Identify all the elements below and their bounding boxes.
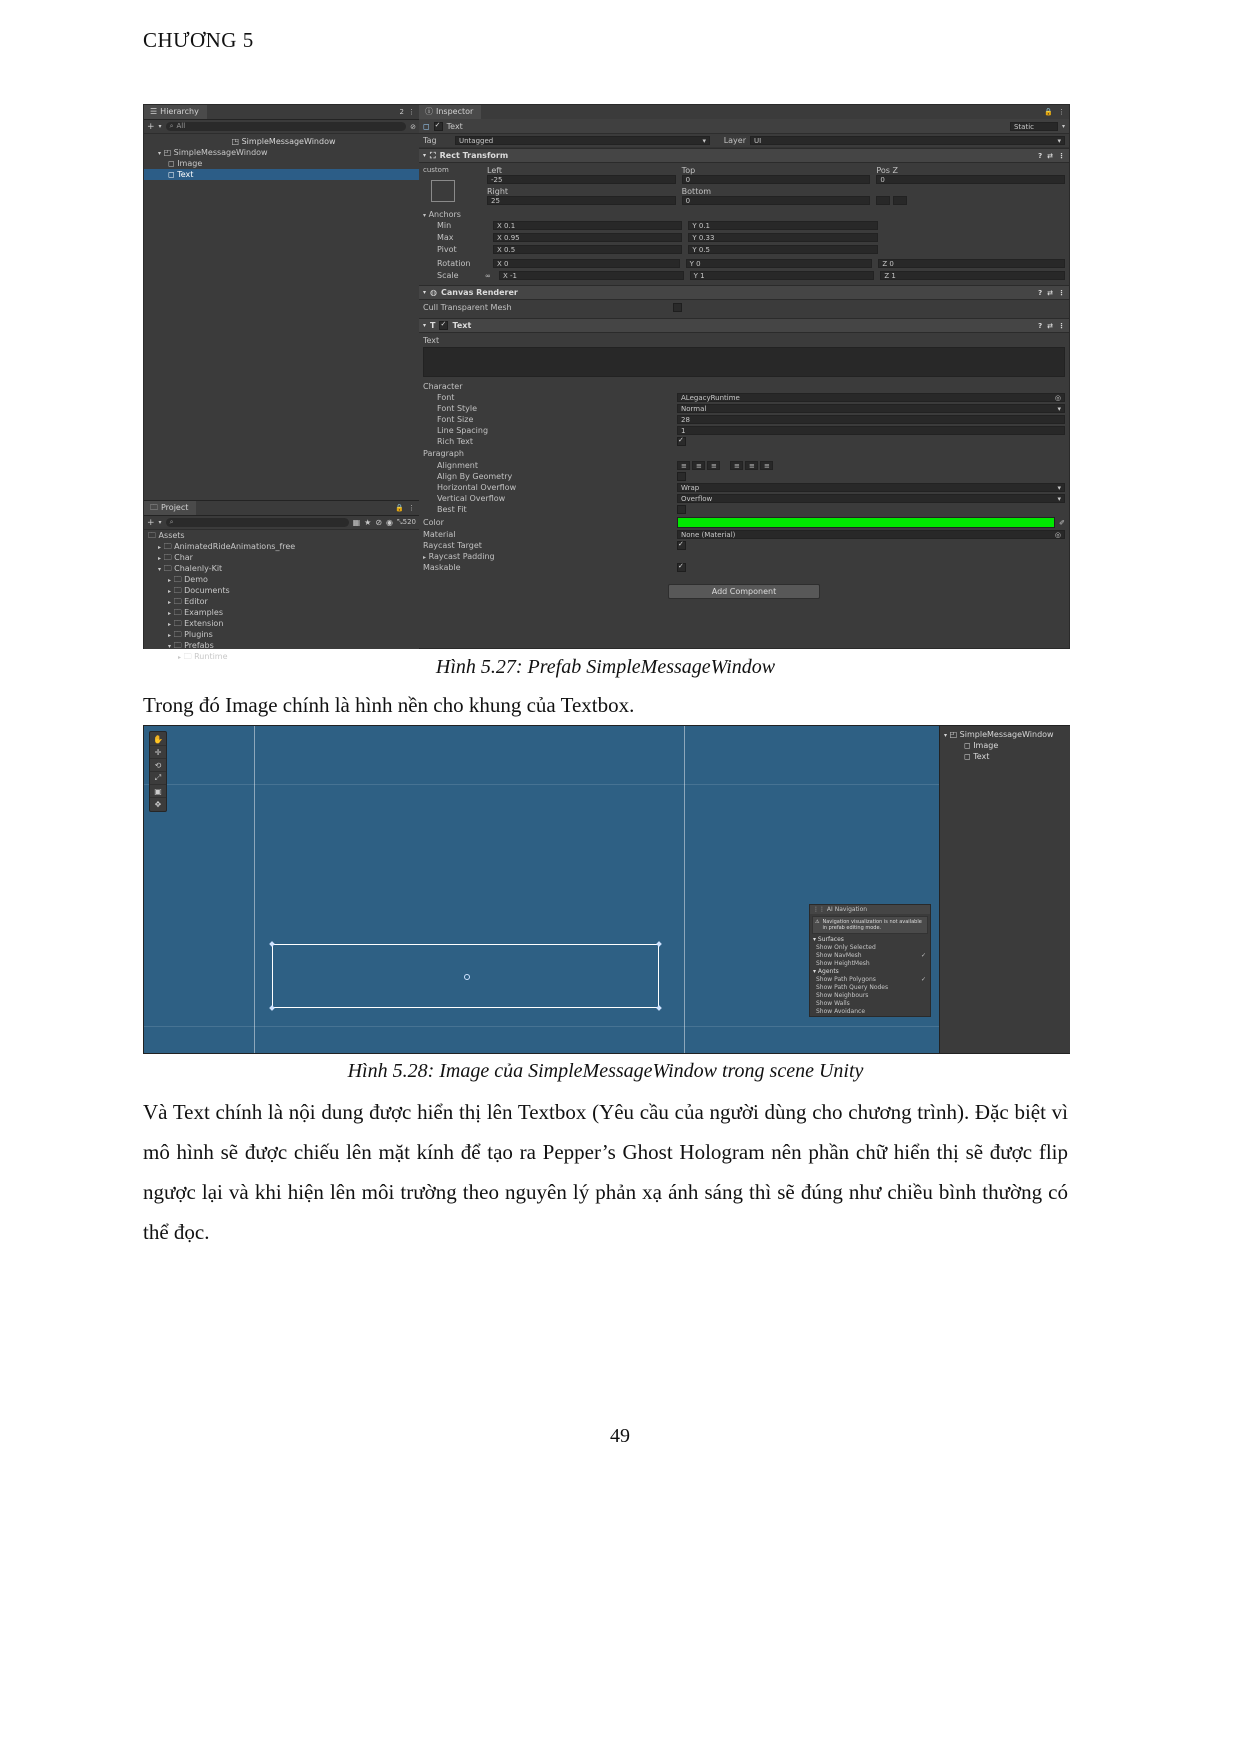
scene-hierarchy-item-text[interactable]: ◻ Text bbox=[964, 752, 990, 761]
unity-scene-screenshot bbox=[143, 725, 1070, 1054]
project-item-documents[interactable]: ▸ 🗀 Documents bbox=[168, 586, 230, 595]
gameobject-icon: ◻ bbox=[423, 121, 430, 131]
nav-row-show-path-polygons[interactable]: Show Path Polygons ✓ bbox=[816, 976, 926, 983]
eyedropper-icon[interactable]: ✐ bbox=[1059, 518, 1065, 527]
best-fit-label: Best Fit bbox=[437, 505, 467, 514]
preset-icon[interactable]: ⇄ bbox=[1047, 288, 1053, 297]
bottom-label: Bottom bbox=[681, 187, 712, 196]
hierarchy-search-input[interactable]: ⌕ All bbox=[166, 122, 407, 131]
maskable-row bbox=[423, 563, 1065, 572]
chevron-down-icon: ▾ bbox=[1057, 495, 1061, 503]
raycast-target-checkbox[interactable] bbox=[677, 541, 686, 550]
project-filter-icon[interactable]: ⊘ bbox=[375, 518, 383, 527]
pivot-label: Pivot bbox=[437, 245, 457, 254]
component-header-text[interactable] bbox=[419, 318, 1069, 333]
help-icon[interactable]: ? bbox=[1038, 321, 1043, 330]
search-icon: ⌕ bbox=[169, 518, 174, 526]
ai-navigation-warning: ⚠ Navigation visualization is not available in prefab editing mode. bbox=[812, 916, 928, 934]
posz-input[interactable]: 0 bbox=[876, 175, 1065, 184]
folder-icon: 🗀 bbox=[173, 641, 182, 650]
add-component-button[interactable]: Add Component bbox=[668, 584, 820, 599]
align-bottom-icon[interactable]: ≡ bbox=[760, 461, 773, 470]
vertical-overflow-label: Vertical Overflow bbox=[437, 494, 506, 503]
project-item-assets[interactable]: 🗀 Assets bbox=[148, 531, 185, 540]
right-label: Right bbox=[487, 187, 509, 196]
horizontal-overflow-dropdown[interactable]: Wrap ▾ bbox=[677, 483, 1065, 492]
best-fit-row bbox=[423, 505, 1065, 514]
rich-text-label: Rich Text bbox=[437, 437, 473, 446]
chevron-right-icon[interactable]: ▸ bbox=[168, 577, 172, 584]
scene-gridline bbox=[254, 726, 255, 1053]
alignment-row bbox=[423, 461, 1065, 470]
checkbox[interactable]: ✓ bbox=[920, 976, 926, 983]
rawedit-toggle[interactable] bbox=[893, 196, 907, 205]
font-size-row bbox=[423, 415, 1065, 424]
hierarchy-tabbar bbox=[144, 105, 419, 120]
tab-project-label: Project bbox=[161, 503, 189, 512]
gameobject-icon: ◻ bbox=[168, 159, 175, 168]
font-size-label: Font Size bbox=[437, 415, 474, 424]
scene-hierarchy-panel bbox=[939, 726, 1070, 1053]
material-field[interactable]: None (Material) ◎ bbox=[677, 530, 1065, 539]
inspector-object-header bbox=[419, 119, 1069, 134]
chevron-right-icon[interactable]: ▸ bbox=[158, 555, 162, 562]
material-label: Material bbox=[423, 530, 456, 539]
unity-editor-screenshot bbox=[143, 104, 1070, 661]
raycast-target-row bbox=[423, 541, 1065, 550]
chevron-down-icon: ▾ bbox=[1057, 137, 1061, 145]
horizontal-overflow-label: Horizontal Overflow bbox=[437, 483, 517, 492]
top-label: Top bbox=[681, 166, 696, 175]
inspector-tabbar bbox=[419, 105, 1069, 120]
project-zoom-slider[interactable]: ⤡520 bbox=[397, 518, 416, 526]
text-component-icon: T bbox=[430, 321, 436, 330]
material-row bbox=[423, 530, 1065, 539]
rect-handle[interactable] bbox=[269, 941, 275, 947]
scale-y-input[interactable]: Y 1 bbox=[690, 271, 875, 280]
project-item-runtime[interactable]: ▸ 🗀 Runtime bbox=[178, 652, 228, 661]
scene-tool-column[interactable] bbox=[149, 731, 167, 812]
scene-gridline bbox=[684, 726, 685, 1053]
scene-hierarchy-item-simplemessagewindow[interactable]: ▾ ◰ SimpleMessageWindow bbox=[944, 730, 1054, 739]
font-style-dropdown[interactable]: Normal ▾ bbox=[677, 404, 1065, 413]
align-by-geometry-checkbox[interactable] bbox=[677, 472, 686, 481]
chevron-down-icon: ▾ bbox=[1057, 405, 1061, 413]
project-toolbar bbox=[144, 516, 419, 530]
folder-icon: 🗀 bbox=[183, 652, 192, 661]
project-panel bbox=[144, 500, 420, 661]
project-icon-view-toggle[interactable]: ▦ bbox=[352, 518, 361, 527]
project-settings-icon[interactable]: ◉ bbox=[386, 518, 394, 527]
add-component-row bbox=[419, 584, 1069, 599]
character-label: Character bbox=[423, 382, 463, 391]
chevron-right-icon[interactable]: ▸ bbox=[178, 654, 182, 661]
maskable-label: Maskable bbox=[423, 563, 461, 572]
help-icon[interactable]: ? bbox=[1038, 151, 1043, 160]
vertical-overflow-row bbox=[423, 494, 1065, 503]
figure-2-caption: Hình 5.28: Image của SimpleMessageWindow trong scene Unity bbox=[347, 1060, 864, 1082]
folder-icon: 🗀 bbox=[173, 619, 182, 628]
layer-label: Layer bbox=[723, 136, 746, 145]
text-label: Text bbox=[423, 336, 440, 345]
bottom-input[interactable]: 0 bbox=[682, 196, 871, 205]
right-input[interactable]: 25 bbox=[487, 196, 676, 205]
tag-dropdown[interactable]: Untagged ▾ bbox=[455, 136, 710, 145]
anchor-max-label: Max bbox=[437, 233, 454, 242]
rect-transform-icon: ⛶ bbox=[430, 150, 436, 160]
chevron-down-icon[interactable]: ▾ bbox=[158, 150, 162, 157]
raycast-target-label: Raycast Target bbox=[423, 541, 482, 550]
chevron-down-icon[interactable]: ▾ bbox=[168, 643, 172, 650]
object-picker-icon[interactable]: ◎ bbox=[1054, 531, 1061, 539]
component-menu-icon[interactable]: ⋮ bbox=[1058, 151, 1065, 160]
tab-inspector[interactable] bbox=[419, 105, 481, 119]
line-spacing-input[interactable]: 1 bbox=[677, 426, 1065, 435]
rotation-label: Rotation bbox=[437, 259, 471, 268]
font-asset-icon: A bbox=[681, 394, 686, 402]
folder-icon: 🗀 bbox=[163, 564, 172, 573]
prefab-icon: ◳ bbox=[231, 137, 240, 146]
preset-icon[interactable]: ⇄ bbox=[1047, 151, 1053, 160]
tab-hierarchy[interactable] bbox=[144, 105, 207, 119]
hierarchy-add-chevron-icon[interactable]: ▾ bbox=[158, 123, 162, 130]
pivot-row bbox=[423, 245, 1065, 254]
project-add-button[interactable]: + bbox=[147, 517, 155, 528]
chevron-right-icon[interactable]: ▸ bbox=[168, 632, 172, 639]
project-menu-icon[interactable]: ⋮ bbox=[408, 504, 415, 512]
nav-row-show-path-query-nodes[interactable]: Show Path Query Nodes bbox=[816, 984, 889, 991]
folder-icon: 🗀 bbox=[173, 630, 182, 639]
top-input[interactable]: 0 bbox=[682, 175, 871, 184]
folder-icon: 🗀 bbox=[173, 575, 182, 584]
rect-handle[interactable] bbox=[656, 941, 662, 947]
line-spacing-label: Line Spacing bbox=[437, 426, 489, 435]
selected-rect-outline[interactable] bbox=[272, 944, 659, 1008]
hierarchy-add-button[interactable]: + bbox=[147, 121, 155, 132]
font-style-label: Font Style bbox=[437, 404, 478, 413]
folder-icon: 🗀 bbox=[163, 542, 172, 551]
font-size-input[interactable]: 28 bbox=[677, 415, 1065, 424]
component-title: Text bbox=[452, 321, 472, 330]
color-row bbox=[423, 517, 1065, 528]
nav-section-surfaces[interactable]: ▾ Surfaces bbox=[813, 936, 844, 943]
cull-transparent-mesh-checkbox[interactable] bbox=[673, 303, 682, 312]
nav-row-show-neighbours[interactable]: Show Neighbours bbox=[816, 992, 869, 999]
layer-dropdown[interactable]: UI ▾ bbox=[750, 136, 1065, 145]
gameobject-icon: ◰ bbox=[949, 730, 958, 739]
anchor-min-x-input[interactable]: X 0.1 bbox=[493, 221, 682, 230]
ai-navigation-title: ⋮⋮ AI Navigation bbox=[810, 905, 930, 914]
scale-link-icon[interactable]: ∞ bbox=[485, 271, 491, 280]
project-tabbar bbox=[144, 501, 419, 516]
chevron-right-icon[interactable]: ▸ bbox=[423, 554, 427, 561]
gameobject-icon: ◰ bbox=[163, 148, 172, 157]
transform-tool-icon[interactable]: ✥ bbox=[154, 799, 162, 809]
hierarchy-prefab-header: ◳ SimpleMessageWindow bbox=[231, 137, 336, 146]
move-tool-icon[interactable]: ✛ bbox=[150, 746, 166, 759]
chevron-down-icon[interactable]: ▾ bbox=[423, 212, 427, 219]
pivot-x-input[interactable]: X 0.5 bbox=[493, 245, 682, 254]
best-fit-checkbox[interactable] bbox=[677, 505, 686, 514]
hierarchy-item-simplemessagewindow[interactable] bbox=[144, 147, 419, 158]
object-name-field[interactable]: Text bbox=[446, 121, 463, 131]
component-title: Canvas Renderer bbox=[441, 288, 518, 297]
hierarchy-item-label: SimpleMessageWindow bbox=[173, 148, 268, 157]
text-component-enabled-checkbox[interactable] bbox=[439, 321, 448, 330]
project-item-char[interactable]: ▸ 🗀 Char bbox=[158, 553, 193, 562]
project-search-input[interactable] bbox=[166, 518, 349, 527]
folder-icon: 🗀 bbox=[173, 608, 182, 617]
chevron-down-icon: ▾ bbox=[1057, 484, 1061, 492]
chevron-right-icon[interactable]: ▸ bbox=[168, 610, 172, 617]
folder-icon: 🗀 bbox=[150, 503, 158, 512]
inspector-panel bbox=[419, 105, 1069, 648]
rotation-z-input[interactable]: Z 0 bbox=[878, 259, 1065, 268]
scale-x-input[interactable]: X -1 bbox=[499, 271, 684, 280]
component-menu-icon[interactable]: ⋮ bbox=[1058, 288, 1065, 297]
anchor-max-row bbox=[423, 233, 1065, 242]
component-header-canvas-renderer[interactable] bbox=[419, 285, 1069, 300]
gameobject-icon: ◻ bbox=[964, 741, 971, 750]
vertical-overflow-dropdown[interactable]: Overflow ▾ bbox=[677, 494, 1065, 503]
info-icon: ⓘ bbox=[425, 107, 433, 116]
rect-transform-body bbox=[419, 163, 1069, 208]
chevron-down-icon[interactable]: ▾ bbox=[944, 732, 948, 739]
inspector-menu-icon[interactable]: ⋮ bbox=[1058, 108, 1065, 116]
gameobject-icon: ◻ bbox=[168, 170, 175, 179]
search-icon: ⌕ bbox=[169, 122, 174, 130]
horizontal-overflow-row bbox=[423, 483, 1065, 492]
alignment-label: Alignment bbox=[437, 461, 478, 470]
anchors-section bbox=[419, 208, 1069, 280]
align-by-geometry-row bbox=[423, 472, 1065, 481]
hand-tool-icon[interactable]: ✋ bbox=[150, 733, 166, 746]
project-add-chevron-icon[interactable]: ▾ bbox=[158, 519, 162, 526]
rect-handle[interactable] bbox=[656, 1005, 662, 1011]
anchor-min-row bbox=[423, 221, 1065, 230]
nav-row-show-navmesh[interactable]: Show NavMesh ✓ bbox=[816, 952, 926, 959]
scale-row bbox=[423, 271, 1065, 280]
chevron-down-icon[interactable]: ▾ bbox=[158, 566, 162, 573]
paragraph-label: Paragraph bbox=[423, 449, 464, 458]
project-item-animatedride[interactable]: ▸ 🗀 AnimatedRideAnimations_free bbox=[158, 542, 296, 551]
drag-handle-icon[interactable]: ⋮⋮ bbox=[813, 906, 825, 913]
rotation-y-input[interactable]: Y 0 bbox=[686, 259, 873, 268]
rich-text-row bbox=[423, 437, 1065, 446]
static-chevron-icon[interactable]: ▾ bbox=[1061, 122, 1065, 130]
tag-layer-row bbox=[419, 134, 1069, 148]
nav-row-show-avoidance[interactable]: Show Avoidance bbox=[816, 1008, 866, 1015]
maskable-checkbox[interactable] bbox=[677, 563, 686, 572]
inspector-lock-icon[interactable]: 🔒 bbox=[1044, 108, 1053, 116]
nav-row-show-only-selected[interactable]: Show Only Selected bbox=[816, 944, 876, 951]
page-number: 49 bbox=[610, 1425, 630, 1447]
raycast-padding-row bbox=[423, 552, 1065, 561]
paragraph-1: Trong đó Image chính là hình nền cho khung của Textbox. bbox=[143, 693, 635, 717]
text-textarea[interactable] bbox=[423, 347, 1065, 377]
anchors-label: ▾ Anchors bbox=[423, 210, 461, 219]
project-item-examples[interactable]: ▸ 🗀 Examples bbox=[168, 608, 223, 617]
scene-viewport[interactable] bbox=[144, 726, 939, 1053]
anchor-min-label: Min bbox=[437, 221, 452, 230]
gameobject-icon: ◻ bbox=[964, 752, 971, 761]
chevron-down-icon[interactable]: ▾ bbox=[423, 322, 427, 329]
nav-row-show-heightmesh[interactable]: Show HeightMesh bbox=[816, 960, 870, 967]
figure-1-caption: Hình 5.27: Prefab SimpleMessageWindow bbox=[435, 656, 776, 678]
nav-row-show-walls[interactable]: Show Walls bbox=[816, 1000, 850, 1007]
chevron-down-icon[interactable]: ▾ bbox=[423, 152, 427, 159]
hierarchy-filter-icon[interactable]: ⊘ bbox=[410, 122, 416, 131]
line-spacing-row bbox=[423, 426, 1065, 435]
rotate-tool-icon[interactable]: ⟲ bbox=[150, 759, 166, 772]
hierarchy-item-text[interactable] bbox=[144, 169, 419, 180]
object-enabled-checkbox[interactable] bbox=[434, 122, 443, 131]
tab-hierarchy-label: Hierarchy bbox=[160, 107, 199, 116]
static-toggle[interactable]: Static bbox=[1010, 122, 1058, 131]
hierarchy-menu-icon[interactable]: ⋮ bbox=[408, 108, 415, 116]
anchor-preset-box[interactable]: custom bbox=[423, 166, 483, 205]
cull-transparent-mesh-label: Cull Transparent Mesh bbox=[423, 303, 512, 312]
color-swatch[interactable] bbox=[677, 517, 1055, 528]
font-style-row bbox=[423, 404, 1065, 413]
tab-project[interactable] bbox=[144, 501, 196, 515]
blueprint-toggle[interactable] bbox=[876, 196, 890, 205]
component-header-rect-transform[interactable] bbox=[419, 148, 1069, 163]
hierarchy-item-label: Image bbox=[177, 159, 203, 168]
project-item-chalenlykit[interactable]: ▾ 🗀 Chalenly-Kit bbox=[158, 564, 223, 573]
nav-section-agents[interactable]: ▾ Agents bbox=[813, 968, 839, 975]
folder-icon: 🗀 bbox=[173, 586, 182, 595]
inspector-body bbox=[419, 119, 1069, 648]
warning-icon: ⚠ bbox=[815, 919, 820, 925]
tab-inspector-label: Inspector bbox=[436, 107, 474, 116]
alignment-buttons[interactable] bbox=[677, 461, 773, 470]
project-item-extension[interactable]: ▸ 🗀 Extension bbox=[168, 619, 224, 628]
color-label: Color bbox=[423, 518, 444, 527]
scale-label: Scale bbox=[437, 271, 459, 280]
hierarchy-tree bbox=[144, 134, 419, 180]
component-title: Rect Transform bbox=[439, 151, 509, 160]
project-item-demo[interactable]: ▸ 🗀 Demo bbox=[168, 575, 208, 584]
scene-gridline bbox=[144, 784, 939, 785]
hierarchy-item-image[interactable] bbox=[144, 158, 419, 169]
left-label: Left bbox=[487, 166, 503, 175]
left-input[interactable]: -25 bbox=[487, 175, 676, 184]
chevron-right-icon[interactable]: ▸ bbox=[168, 621, 172, 628]
tag-label: Tag bbox=[423, 136, 437, 145]
scale-tool-icon[interactable]: ⤢ bbox=[150, 772, 166, 785]
font-label: Font bbox=[437, 393, 455, 402]
project-favorite-icon[interactable]: ★ bbox=[364, 518, 372, 527]
align-by-geometry-label: Align By Geometry bbox=[437, 472, 513, 481]
hierarchy-count-label: 2 bbox=[399, 108, 404, 116]
project-item-editor[interactable]: ▸ 🗀 Editor bbox=[168, 597, 208, 606]
anchor-max-y-input[interactable]: Y 0.33 bbox=[688, 233, 877, 242]
hierarchy-panel bbox=[144, 105, 420, 500]
pivot-marker[interactable] bbox=[464, 974, 470, 980]
object-picker-icon[interactable]: ◎ bbox=[1054, 394, 1061, 402]
pivot-y-input[interactable]: Y 0.5 bbox=[688, 245, 877, 254]
align-middle-icon[interactable]: ≡ bbox=[745, 461, 758, 470]
rotation-x-input[interactable]: X 0 bbox=[493, 259, 680, 268]
rich-text-checkbox[interactable] bbox=[677, 437, 686, 446]
checkbox[interactable]: ✓ bbox=[920, 952, 926, 959]
project-lock-icon[interactable]: 🔒 bbox=[395, 504, 404, 512]
scene-hierarchy-item-image[interactable]: ◻ Image bbox=[964, 741, 999, 750]
scale-z-input[interactable]: Z 1 bbox=[880, 271, 1065, 280]
rotation-row bbox=[423, 259, 1065, 268]
folder-icon: 🗀 bbox=[173, 597, 182, 606]
hierarchy-toolbar bbox=[144, 120, 419, 134]
chevron-down-icon: ▾ bbox=[702, 137, 706, 145]
anchor-max-x-input[interactable]: X 0.95 bbox=[493, 233, 682, 242]
project-item-prefabs[interactable]: ▾ 🗀 Prefabs bbox=[168, 641, 214, 650]
anchor-min-y-input[interactable]: Y 0.1 bbox=[688, 221, 877, 230]
project-item-plugins[interactable]: ▸ 🗀 Plugins bbox=[168, 630, 213, 639]
cull-transparent-mesh-row bbox=[419, 300, 1069, 315]
posz-label: Pos Z bbox=[876, 166, 898, 175]
preset-icon[interactable]: ⇄ bbox=[1047, 321, 1053, 330]
ai-navigation-panel bbox=[809, 904, 931, 1017]
chapter-header: CHƯƠNG 5 bbox=[143, 28, 254, 52]
text-value-section bbox=[419, 333, 1069, 380]
align-top-icon[interactable]: ≡ bbox=[730, 461, 743, 470]
raycast-padding-label: ▸ Raycast Padding bbox=[423, 552, 495, 561]
help-icon[interactable]: ? bbox=[1038, 288, 1043, 297]
chevron-down-icon[interactable]: ▾ bbox=[423, 289, 427, 296]
character-section bbox=[419, 380, 1069, 572]
folder-icon: 🗀 bbox=[163, 553, 172, 562]
font-field[interactable]: ALegacyRuntime ◎ bbox=[677, 393, 1065, 402]
chevron-right-icon[interactable]: ▸ bbox=[168, 588, 172, 595]
chevron-right-icon[interactable]: ▸ bbox=[158, 544, 162, 551]
font-row bbox=[423, 393, 1065, 402]
anchor-preset-icon bbox=[431, 180, 455, 202]
hierarchy-icon: ☰ bbox=[150, 107, 158, 116]
chevron-right-icon[interactable]: ▸ bbox=[168, 599, 172, 606]
rect-handle[interactable] bbox=[269, 1005, 275, 1011]
canvas-renderer-icon: ◍ bbox=[430, 288, 437, 297]
align-left-icon[interactable]: ≡ bbox=[677, 461, 690, 470]
align-center-icon[interactable]: ≡ bbox=[692, 461, 705, 470]
align-right-icon[interactable]: ≡ bbox=[707, 461, 720, 470]
paragraph-2: Và Text chính là nội dung được hiển thị lên Textbox (Yêu cầu của người dùng cho chương trình). Đặc biệt vì mô hình sẽ được chiếu lên mặt kính để tạo ra Pepper’s Ghost Hologram nên phần chữ hiển thị sẽ được flip ngược lại và khi hiện lên môi trường theo nguyên lý phản xạ ánh sáng thì sẽ đúng như chiều bình thường có thể đọc. bbox=[143, 1100, 1068, 1244]
component-menu-icon[interactable]: ⋮ bbox=[1058, 321, 1065, 330]
rect-tool-icon[interactable]: ▣ bbox=[150, 785, 166, 798]
scene-gridline bbox=[144, 1026, 939, 1027]
project-tree bbox=[144, 530, 419, 662]
hierarchy-item-label: Text bbox=[177, 170, 194, 179]
folder-icon: 🗀 bbox=[148, 531, 156, 540]
